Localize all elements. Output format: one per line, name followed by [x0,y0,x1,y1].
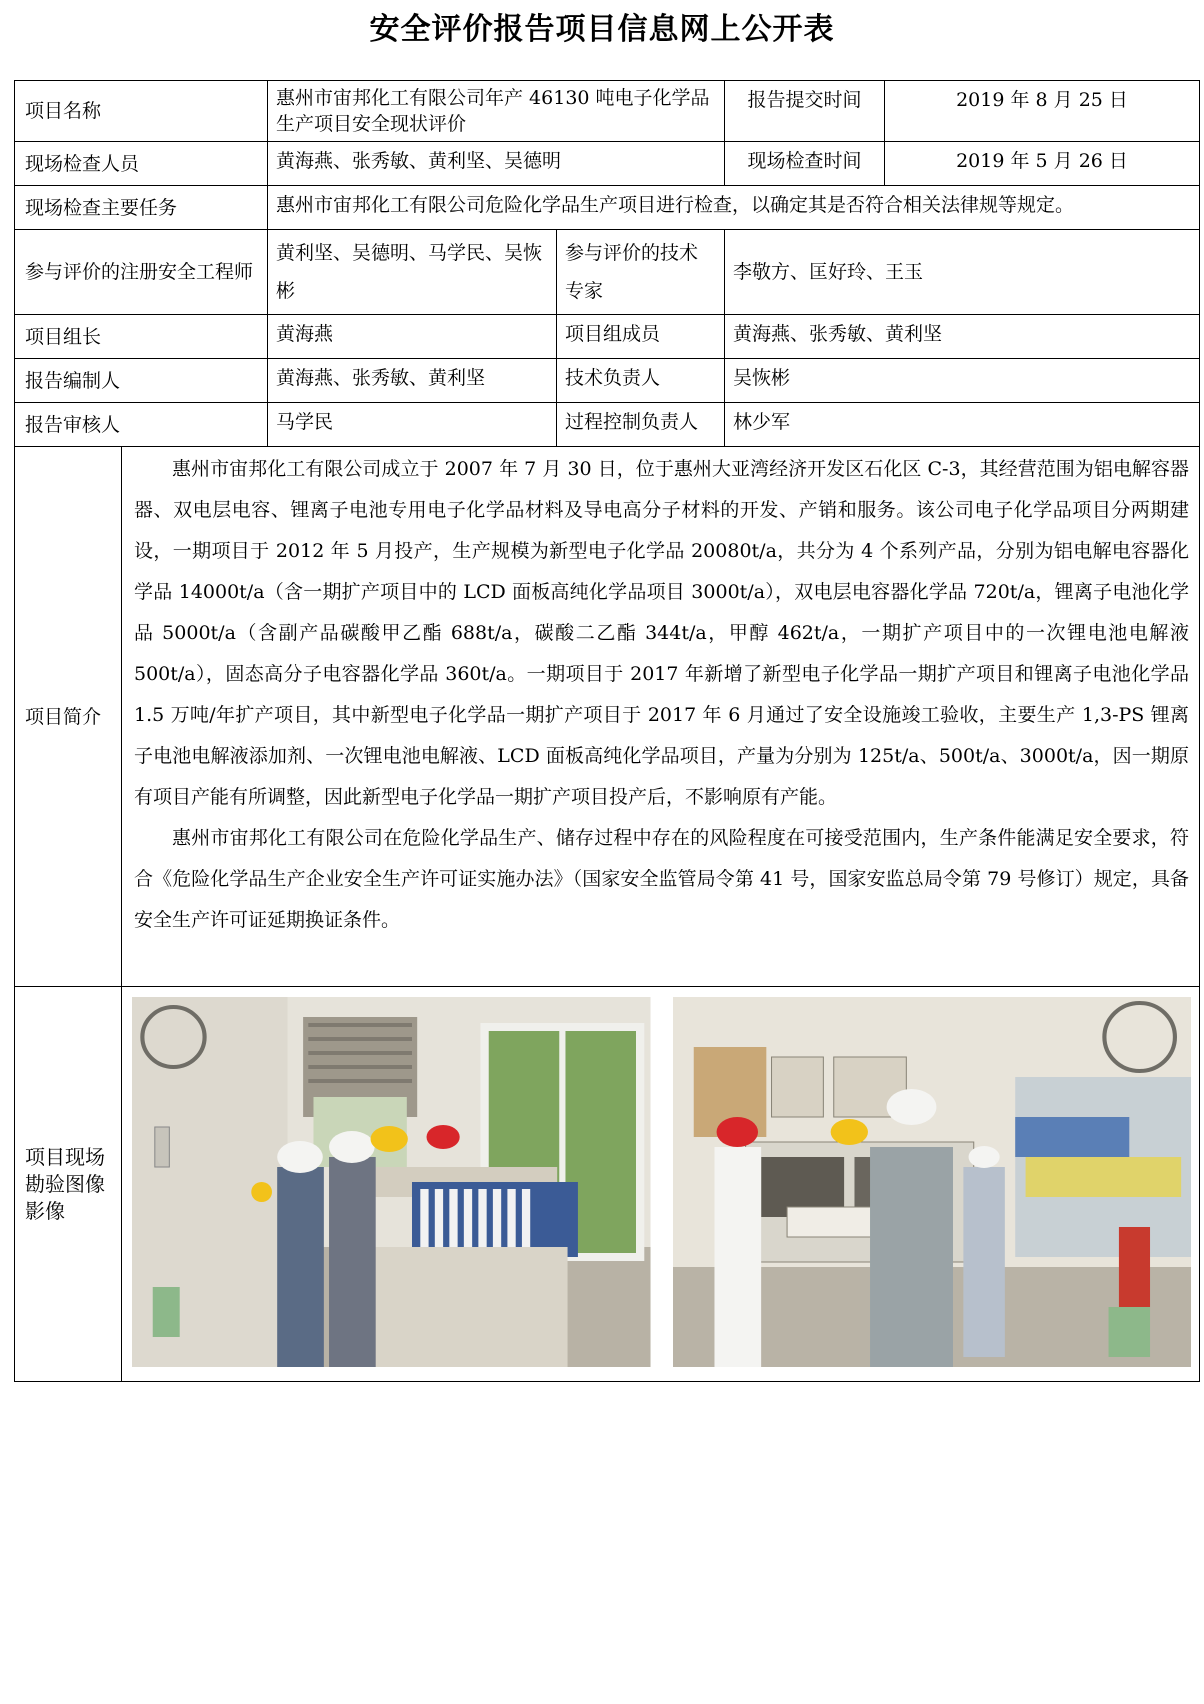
process-lead-label: 过程控制负责人 [557,403,725,447]
experts-label: 参与评价的技术专家 [557,230,725,315]
members-label: 项目组成员 [557,315,725,359]
intro-paragraph-1: 惠州市宙邦化工有限公司成立于 2007 年 7 月 30 日，位于惠州大亚湾经济开发区石化区 C-3，其经营范围为铝电解容器器、双电层电容、锂离子电池专用电子化学品材料及导电高分子材料的开发、产销和服务。该公司电子化学品项目分两期建设，一期项目于 2012 年 5 月投产，生产规模为新型电子化学品 20080t/a，共分为 4 个系列产品，分别为铝电解电容器化学品 14000t/a（含一期扩产项目中的 LCD 面板高纯化学品项目 3000t/a），双电层电容器化学品 720t/a，锂离子电池化学品 5000t/a（含副产品碳酸甲乙酯 688t/a，碳酸二乙酯 344t/a，甲醇 462t/a，一期扩产项目中的一次锂电池电解液 500t/a），固态高分子电容器化学品 360t/a。一期项目于 2017 年新增了新型电子化学品一期扩产项目和锂离子电池化学品 1.5 万吨/年扩产项目，其中新型电子化学品一期扩产项目于 2017 年 6 月通过了安全设施竣工验收，主要生产 1,3-PS 锂离子电池电解液添加剂、一次锂电池电解液、LCD 面板高纯化学品项目，产量为分别为 125t/a、500t/a、3000t/a，因一期原有项目产能有所调整，因此新型电子化学品一期扩产项目投产后，不影响原有产能。 [134,458,1190,808]
reviewer-label: 报告审核人 [15,403,268,447]
site-photo-2 [673,997,1192,1367]
compiler-label: 报告编制人 [15,359,268,403]
members-value: 黄海燕、张秀敏、黄利坚 [725,315,1200,359]
engineers-label: 参与评价的注册安全工程师 [15,230,268,315]
experts-value: 李敬方、匡好玲、王玉 [725,230,1200,315]
task-value: 惠州市宙邦化工有限公司危险化学品生产项目进行检查，以确定其是否符合相关法律规等规定。 [268,186,1200,230]
inspect-time-label: 现场检查时间 [725,142,885,186]
intro-paragraph-2: 惠州市宙邦化工有限公司在危险化学品生产、储存过程中存在的风险程度在可接受范围内，生产条件能满足安全要求，符合《危险化学品生产企业安全生产许可证实施办法》（国家安全监管局令第 41 号，国家安监总局令第 79 号修订）规定，具备安全生产许可证延期换证条件。 [134,827,1190,931]
process-lead-value: 林少军 [725,403,1200,447]
intro-cell [122,447,1200,987]
intro-label: 项目简介 [15,447,122,987]
leader-value: 黄海燕 [268,315,557,359]
submit-time-value: 2019 年 8 月 25 日 [885,81,1200,142]
tech-lead-value: 吴恢彬 [725,359,1200,403]
site-photo-2-image [673,997,1192,1367]
inspectors-label: 现场检查人员 [15,142,268,186]
photos-label: 项目现场勘验图像影像 [15,987,122,1382]
project-name-label: 项目名称 [15,81,268,142]
reviewer-value: 马学民 [268,403,557,447]
submit-time-label: 报告提交时间 [725,81,885,142]
inspectors-value: 黄海燕、张秀敏、黄利坚、吴德明 [268,142,725,186]
photos-cell [122,987,1200,1382]
engineers-value: 黄利坚、吴德明、马学民、吴恢彬 [268,230,557,315]
compiler-value: 黄海燕、张秀敏、黄利坚 [268,359,557,403]
info-table [14,80,1200,1382]
site-photo-1 [132,997,651,1367]
tech-lead-label: 技术负责人 [557,359,725,403]
task-label: 现场检查主要任务 [15,186,268,230]
project-name-value: 惠州市宙邦化工有限公司年产 46130 吨电子化学品生产项目安全现状评价 [268,81,725,142]
site-photo-1-image [132,997,651,1367]
page-title: 安全评价报告项目信息网上公开表 [369,12,835,47]
leader-label: 项目组长 [15,315,268,359]
inspect-time-value: 2019 年 5 月 26 日 [885,142,1200,186]
